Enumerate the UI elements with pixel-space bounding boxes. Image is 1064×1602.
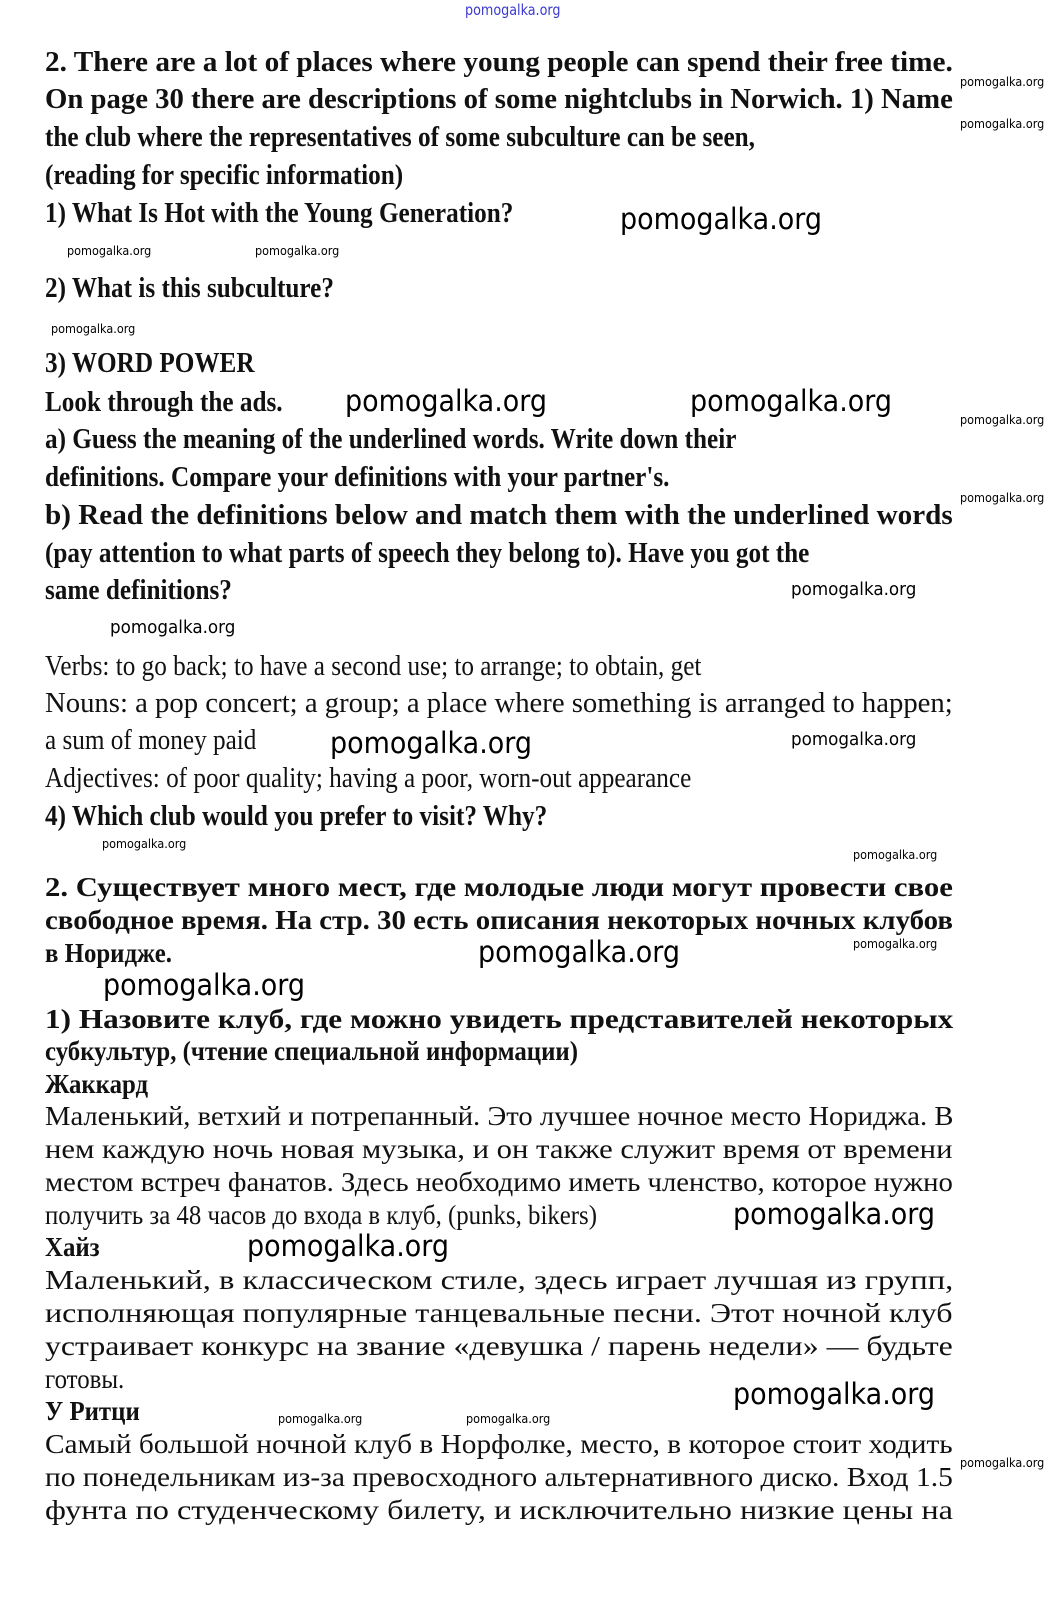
watermark: pomogalka.org (853, 935, 938, 951)
watermark: pomogalka.org (733, 1196, 936, 1231)
watermark: pomogalka.org (330, 725, 533, 760)
task-heading-ru: 2. Существует много мест, где молодые люди могут провести свое (45, 872, 953, 902)
text-line: исполняющая популярные танцевальные песни. Этот ночной клуб (45, 1298, 953, 1328)
text-line: Look through the ads. (45, 387, 283, 418)
watermark: pomogalka.org (345, 383, 548, 418)
question-heading: 2) What is this subculture? (45, 273, 334, 304)
text-line: (reading for specific information) (45, 160, 404, 191)
section-heading: 3) WORD POWER (45, 348, 255, 379)
text-line: Adjectives: of poor quality; having a poor, worn-out appearance (45, 763, 692, 794)
watermark: pomogalka.org (960, 1454, 1045, 1470)
text-line: 1) What Is Hot with the Young Generation? (45, 198, 514, 229)
watermark: pomogalka.org (465, 1, 561, 19)
watermark: pomogalka.org (278, 1410, 363, 1426)
club-name-heading: У Ритци (45, 1396, 140, 1426)
text-line: нем каждую ночь новая музыка, и он также служит время от времени (45, 1134, 953, 1164)
text-line: по понедельникам из-за превосходного альтернативного диско. Вход 1.5 (45, 1462, 953, 1492)
watermark: pomogalka.org (247, 1228, 450, 1263)
text-line: definitions. Compare your definitions with your partner's. (45, 462, 670, 493)
watermark: pomogalka.org (51, 320, 136, 336)
watermark: pomogalka.org (110, 617, 236, 639)
watermark: pomogalka.org (960, 73, 1045, 89)
question-heading: 4) Which club would you prefer to visit? Why? (45, 801, 548, 832)
text-line: a sum of money paid (45, 725, 257, 756)
watermark: pomogalka.org (466, 1410, 551, 1426)
text-line: Маленький, в классическом стиле, здесь играет лучшая из групп, (45, 1265, 954, 1295)
text-line: фунта по студенческому билету, и исключительно низкие цены на (45, 1495, 953, 1525)
watermark: pomogalka.org (67, 242, 152, 258)
text-line: a) Guess the meaning of the underlined words. Write down their (45, 424, 737, 455)
watermark: pomogalka.org (733, 1376, 936, 1411)
text-line: Самый большой ночной клуб в Норфолке, место, в которое стоит ходить (45, 1429, 953, 1459)
watermark: pomogalka.org (960, 411, 1045, 427)
text-line: b) Read the definitions below and match them with the underlined words (45, 500, 953, 531)
text-line: Маленький, ветхий и потрепанный. Это лучшее ночное место Нориджа. В (45, 1101, 954, 1131)
text-line: устраивает конкурс на звание «девушка / парень недели» — будьте (45, 1331, 953, 1361)
watermark: pomogalka.org (960, 489, 1045, 505)
text-line: same definitions? (45, 575, 232, 606)
text-line: Nouns: a pop concert; a group; a place where something is arranged to happen; (45, 688, 953, 719)
club-name-heading: Хайз (45, 1232, 100, 1262)
text-line: the club where the representatives of some subculture can be seen, (45, 122, 755, 153)
watermark: pomogalka.org (791, 729, 917, 751)
text-line: в Нoридже. (45, 938, 172, 968)
watermark: pomogalka.org (620, 201, 823, 236)
text-line: свободное время. На стр. 30 есть описания некоторых ночных клубов (45, 905, 953, 935)
watermark: pomogalka.org (960, 115, 1045, 131)
text-line: 1) Назовите клуб, где можно увидеть представителей некоторых (45, 1004, 954, 1034)
text-line: местом встреч фанатов. Здесь необходимо иметь членство, которое нужно (45, 1167, 953, 1197)
watermark: pomogalka.org (690, 383, 893, 418)
text-line: On page 30 there are descriptions of some nightclubs in Norwich. 1) Name (45, 84, 953, 115)
text-line: (pay attention to what parts of speech they belong to). Have you got the (45, 538, 810, 569)
text-line: Verbs: to go back; to have a second use; to arrange; to obtain, get (45, 651, 702, 682)
watermark: pomogalka.org (255, 242, 340, 258)
text-line: готовы. (45, 1364, 125, 1394)
task-heading: 2. There are a lot of places where young people can spend their free time. (45, 47, 953, 78)
watermark: pomogalka.org (103, 967, 306, 1002)
watermark: pomogalka.org (853, 846, 938, 862)
club-name-heading: Жаккард (45, 1069, 149, 1099)
text-line: субкультур, (чтение специальной информации) (45, 1036, 578, 1066)
watermark: pomogalka.org (478, 934, 681, 969)
text-line: получить за 48 часов до входа в клуб, (punks, bikers) (45, 1200, 597, 1230)
watermark: pomogalka.org (102, 835, 187, 851)
watermark: pomogalka.org (791, 579, 917, 601)
